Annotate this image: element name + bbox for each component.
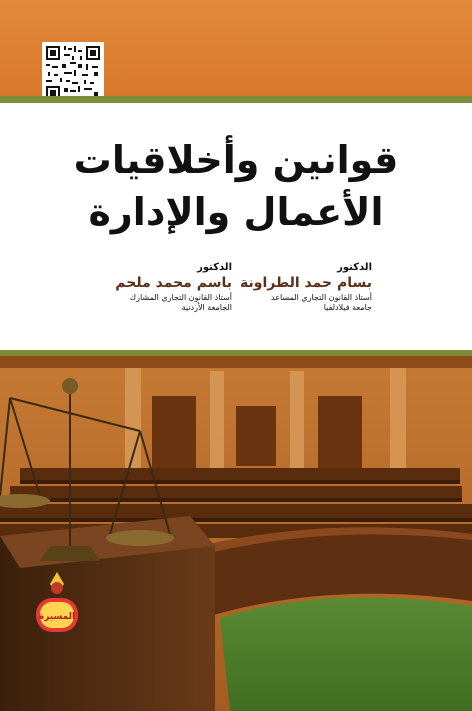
courtroom-photo <box>0 356 472 711</box>
author-1 <box>222 262 372 312</box>
publisher-logo <box>30 570 84 640</box>
svg-text:المسيرة: المسيرة <box>38 612 76 622</box>
author-2-university: الجامعة الأردنية <box>181 303 232 312</box>
author-2 <box>82 262 232 312</box>
author-2-honorific: الدكتور <box>197 262 232 273</box>
top-accent-line <box>0 96 472 103</box>
author-1-university: جامعة فيلادلفيا <box>323 303 372 312</box>
author-2-name: باسم محمد ملحم <box>115 275 232 291</box>
author-1-role: أستاذ القانون التجاري المساعد <box>271 293 372 302</box>
book-title-line1: قوانين وأخلاقيات <box>73 138 399 182</box>
author-1-honorific: الدكتور <box>337 262 372 273</box>
author-1-name: بسام حمد الطراونة <box>240 275 372 291</box>
book-title-line2: الأعمال والإدارة <box>88 190 384 234</box>
author-2-role: أستاذ القانون التجاري المشارك <box>129 293 232 302</box>
qr-code <box>42 42 104 104</box>
